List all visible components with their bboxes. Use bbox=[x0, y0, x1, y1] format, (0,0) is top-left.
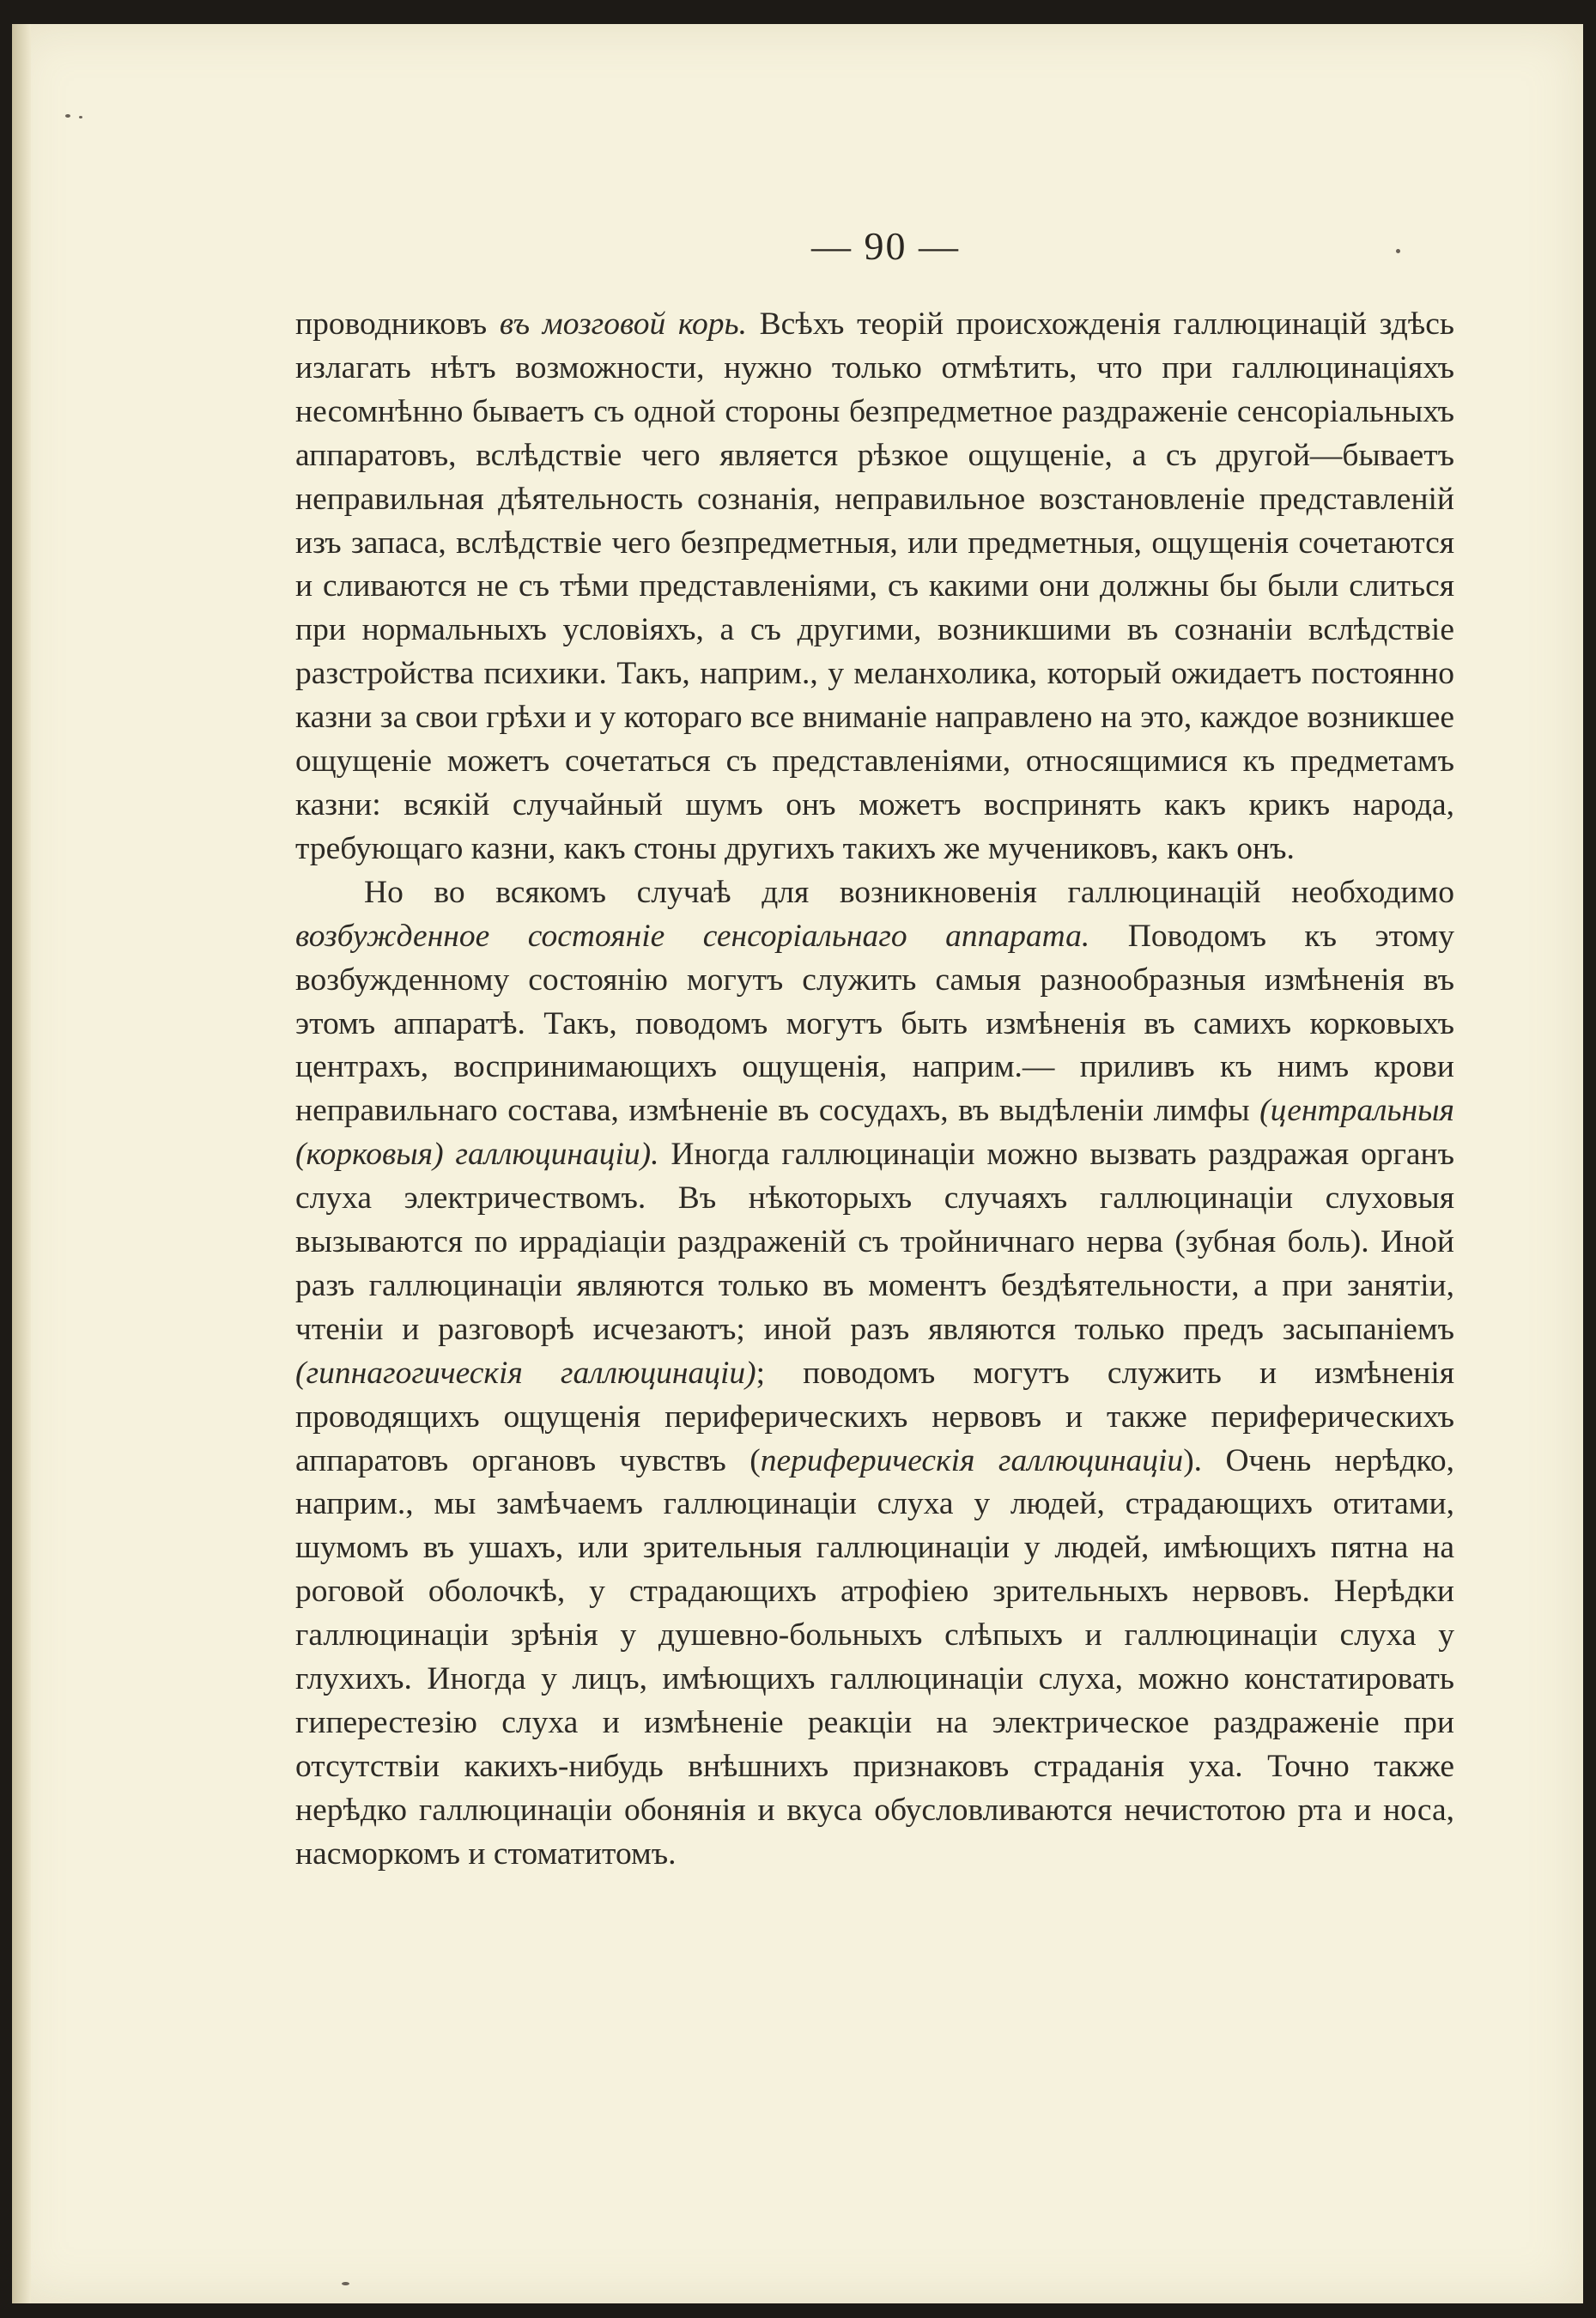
page-speck bbox=[342, 2282, 349, 2285]
text-run: проводниковъ bbox=[295, 306, 500, 342]
page-speck bbox=[65, 114, 70, 118]
book-page bbox=[12, 24, 1583, 2303]
body-text bbox=[295, 303, 1454, 1877]
italic-term: возбужденное состояніе сенсоріальнаго аппарата. bbox=[295, 918, 1090, 954]
italic-term: (гипнагогическія галлюцинаціи) bbox=[295, 1355, 756, 1391]
page-number: — 90 — bbox=[811, 224, 960, 268]
text-run: Но во всякомъ случаѣ для возникновенія галлюцинацій необходимо bbox=[364, 874, 1454, 910]
paragraph bbox=[295, 871, 1454, 1877]
text-run: Иногда галлюцинаціи можно вызвать раздражая органъ слуха электричествомъ. Въ нѣкоторыхъ случаяхъ галлюцинаціи слуховыя вызываются по иррадіаціи раздраженій съ тройничнаго нерва (зубная боль). Иной разъ галлюцинаціи являются только въ моментъ бездѣятельности, а при занятіи, чтеніи и разговорѣ исчезаютъ; иной разъ являются только предъ засыпаніемъ bbox=[295, 1137, 1454, 1347]
text-run: ; поводомъ могутъ служить и измѣненія проводящихъ ощущенія периферическихъ нервовъ и также периферическихъ аппаратовъ органовъ чувствъ ( bbox=[295, 1355, 1454, 1478]
italic-term: (центральныя (корковыя) галлюцинаціи). bbox=[295, 1093, 1454, 1173]
italic-term: въ мозговой корь. bbox=[499, 306, 747, 342]
text-run: ). Очень нерѣдко, наприм., мы замѣчаемъ галлюцинаціи слуха у людей, страдающихъ отитами, шумомъ въ ушахъ, или зрительныя галлюцинаціи у людей, имѣющихъ пятна на роговой оболочкѣ, у страдающихъ атрофіею зрительныхъ нервовъ. Нерѣдки галлюцинаціи зрѣнія у душевно-больныхъ слѣпыхъ и галлюцинаціи слуха у глухихъ. Иногда у лицъ, имѣющихъ галлюцинаціи слуха, можно констатировать гиперестезію слуха и измѣненіе реакціи на электрическое раздраженіе при отсутствіи какихъ-нибудь внѣшнихъ признаковъ страданія уха. Точно также нерѣдко галлюцинаціи обонянія и вкуса обусловливаются нечистотою рта и носа, насморкомъ и стоматитомъ. bbox=[295, 1442, 1454, 1872]
italic-term: периферическія галлюцинаціи bbox=[760, 1442, 1184, 1478]
text-run: Всѣхъ теорій происхожденія галлюцинацій здѣсь излагать нѣтъ возможности, нужно только отмѣтить, что при галлюцинаціяхъ несомнѣнно бываетъ съ одной стороны безпредметное раздраженіе сенсоріальныхъ аппаратовъ, вслѣдствіе чего является рѣзкое ощущеніе, а съ другой—бываетъ неправильная дѣятельность сознанія, неправильное возстановленіе представленій изъ запаса, вслѣдствіе чего безпредметныя, или предметныя, ощущенія сочетаются и сливаются не съ тѣми представленіями, съ какими они должны бы были слиться при нормальныхъ условіяхъ, а съ другими, возникшими въ сознаніи вслѣдствіе разстройства психики. Такъ, наприм., у меланхолика, который ожидаетъ постоянно казни за свои грѣхи и у котораго все вниманіе направлено на это, каждое возникшее ощущеніе можетъ сочетаться съ представленіями, относящимися къ предметамъ казни: всякій случайный шумъ онъ можетъ воспринять какъ крикъ народа, требующаго казни, какъ стоны другихъ такихъ же мучениковъ, какъ онъ. bbox=[295, 306, 1454, 866]
paragraph bbox=[295, 303, 1454, 871]
text-run: Поводомъ къ этому возбужденному состоянію могутъ служить самыя разнообразныя измѣненія въ этомъ аппаратѣ. Такъ, поводомъ могутъ быть измѣненія въ самихъ корковыхъ центрахъ, воспринимающихъ ощущенія, наприм.— приливъ къ нимъ крови неправильнаго состава, измѣненіе въ сосудахъ, въ выдѣленіи лимфы bbox=[295, 918, 1454, 1129]
page-speck bbox=[79, 116, 82, 118]
